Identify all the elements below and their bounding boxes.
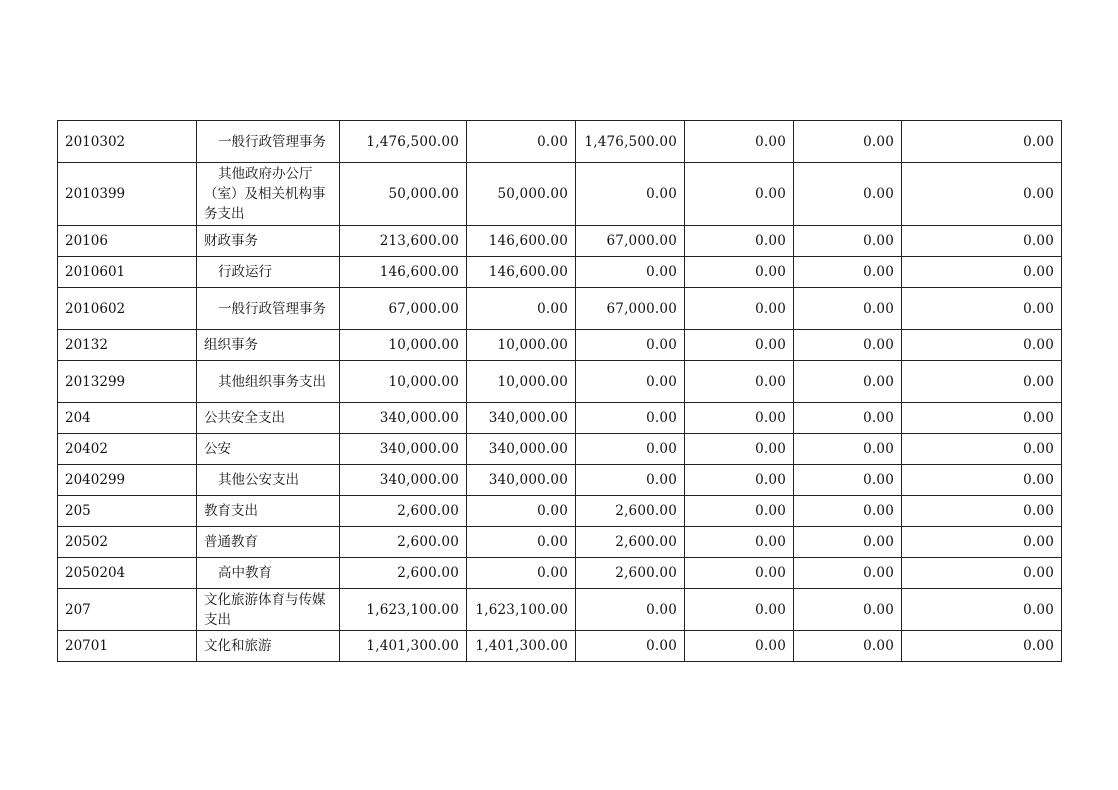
amount-cell-5: 0.00	[794, 434, 902, 465]
amount-cell-2: 1,623,100.00	[467, 589, 576, 631]
amount-cell-1: 2,600.00	[340, 558, 467, 589]
amount-cell-4: 0.00	[685, 257, 794, 288]
amount-cell-5: 0.00	[794, 496, 902, 527]
table-row	[58, 496, 1062, 527]
amount-cell-4: 0.00	[685, 527, 794, 558]
amount-cell-5: 0.00	[794, 403, 902, 434]
table-row	[58, 226, 1062, 257]
amount-cell-1: 2,600.00	[340, 527, 467, 558]
amount-cell-4: 0.00	[685, 226, 794, 257]
amount-cell-3: 67,000.00	[576, 288, 685, 330]
amount-cell-6: 0.00	[902, 631, 1062, 662]
amount-cell-5: 0.00	[794, 330, 902, 361]
amount-cell-3: 67,000.00	[576, 226, 685, 257]
table-row	[58, 121, 1062, 163]
amount-cell-4: 0.00	[685, 361, 794, 403]
amount-cell-5: 0.00	[794, 361, 902, 403]
amount-cell-2: 340,000.00	[467, 403, 576, 434]
subject-code-cell: 204	[58, 403, 197, 434]
subject-code-cell: 2010601	[58, 257, 197, 288]
subject-code-cell: 2013299	[58, 361, 197, 403]
budget-table	[57, 120, 1062, 662]
amount-cell-4: 0.00	[685, 403, 794, 434]
amount-cell-6: 0.00	[902, 434, 1062, 465]
subject-code-cell: 205	[58, 496, 197, 527]
table-row	[58, 330, 1062, 361]
amount-cell-5: 0.00	[794, 631, 902, 662]
subject-code-cell: 2050204	[58, 558, 197, 589]
amount-cell-3: 0.00	[576, 589, 685, 631]
amount-cell-1: 10,000.00	[340, 361, 467, 403]
table-row	[58, 589, 1062, 631]
amount-cell-3: 0.00	[576, 403, 685, 434]
amount-cell-2: 10,000.00	[467, 330, 576, 361]
subject-name: 其他公安支出	[218, 472, 299, 488]
amount-cell-2: 1,401,300.00	[467, 631, 576, 662]
subject-code-cell: 20701	[58, 631, 197, 662]
subject-name: 组织事务	[204, 337, 258, 353]
amount-cell-5: 0.00	[794, 465, 902, 496]
subject-name: 行政运行	[218, 264, 272, 280]
amount-cell-3: 2,600.00	[576, 558, 685, 589]
subject-name-cell	[197, 631, 340, 662]
amount-cell-4: 0.00	[685, 631, 794, 662]
subject-name-cell	[197, 121, 340, 163]
subject-name-cell	[197, 465, 340, 496]
table-row	[58, 434, 1062, 465]
amount-cell-2: 0.00	[467, 558, 576, 589]
amount-cell-1: 213,600.00	[340, 226, 467, 257]
amount-cell-5: 0.00	[794, 288, 902, 330]
amount-cell-6: 0.00	[902, 226, 1062, 257]
amount-cell-3: 2,600.00	[576, 527, 685, 558]
amount-cell-4: 0.00	[685, 465, 794, 496]
amount-cell-4: 0.00	[685, 558, 794, 589]
amount-cell-3: 2,600.00	[576, 496, 685, 527]
amount-cell-3: 0.00	[576, 434, 685, 465]
subject-name: 其他政府办公厅（室）及相关机构事务支出	[204, 166, 326, 222]
amount-cell-1: 1,476,500.00	[340, 121, 467, 163]
table-row	[58, 527, 1062, 558]
subject-code-cell: 207	[58, 589, 197, 631]
subject-name-cell	[197, 226, 340, 257]
subject-name-cell	[197, 527, 340, 558]
amount-cell-5: 0.00	[794, 257, 902, 288]
amount-cell-2: 146,600.00	[467, 257, 576, 288]
table-row	[58, 361, 1062, 403]
amount-cell-2: 0.00	[467, 121, 576, 163]
amount-cell-2: 340,000.00	[467, 465, 576, 496]
amount-cell-1: 340,000.00	[340, 403, 467, 434]
amount-cell-6: 0.00	[902, 163, 1062, 226]
amount-cell-1: 146,600.00	[340, 257, 467, 288]
subject-code-cell: 20106	[58, 226, 197, 257]
table-body	[58, 121, 1062, 662]
subject-name-cell	[197, 257, 340, 288]
amount-cell-5: 0.00	[794, 527, 902, 558]
amount-cell-5: 0.00	[794, 558, 902, 589]
amount-cell-5: 0.00	[794, 121, 902, 163]
amount-cell-1: 340,000.00	[340, 465, 467, 496]
amount-cell-6: 0.00	[902, 496, 1062, 527]
subject-name-cell	[197, 288, 340, 330]
amount-cell-4: 0.00	[685, 121, 794, 163]
amount-cell-4: 0.00	[685, 589, 794, 631]
amount-cell-3: 0.00	[576, 631, 685, 662]
amount-cell-6: 0.00	[902, 330, 1062, 361]
subject-name: 公共安全支出	[204, 410, 285, 426]
amount-cell-4: 0.00	[685, 163, 794, 226]
amount-cell-4: 0.00	[685, 434, 794, 465]
amount-cell-2: 0.00	[467, 496, 576, 527]
amount-cell-1: 340,000.00	[340, 434, 467, 465]
subject-name: 文化和旅游	[204, 638, 272, 654]
subject-name-cell	[197, 403, 340, 434]
table-row	[58, 631, 1062, 662]
subject-name: 其他组织事务支出	[218, 373, 326, 390]
amount-cell-6: 0.00	[902, 558, 1062, 589]
subject-name: 高中教育	[218, 565, 272, 581]
amount-cell-6: 0.00	[902, 121, 1062, 163]
amount-cell-1: 1,623,100.00	[340, 589, 467, 631]
subject-name: 普通教育	[204, 534, 258, 550]
amount-cell-6: 0.00	[902, 403, 1062, 434]
amount-cell-1: 50,000.00	[340, 163, 467, 226]
subject-name: 财政事务	[204, 233, 258, 249]
amount-cell-6: 0.00	[902, 527, 1062, 558]
amount-cell-6: 0.00	[902, 288, 1062, 330]
amount-cell-2: 0.00	[467, 288, 576, 330]
amount-cell-4: 0.00	[685, 496, 794, 527]
amount-cell-6: 0.00	[902, 589, 1062, 631]
amount-cell-1: 1,401,300.00	[340, 631, 467, 662]
table-row	[58, 288, 1062, 330]
subject-name-cell	[197, 163, 340, 226]
amount-cell-5: 0.00	[794, 163, 902, 226]
amount-cell-6: 0.00	[902, 465, 1062, 496]
subject-name: 公安	[204, 441, 231, 457]
amount-cell-3: 0.00	[576, 163, 685, 226]
subject-code-cell: 2010602	[58, 288, 197, 330]
amount-cell-2: 146,600.00	[467, 226, 576, 257]
amount-cell-2: 50,000.00	[467, 163, 576, 226]
amount-cell-1: 10,000.00	[340, 330, 467, 361]
subject-code-cell: 2040299	[58, 465, 197, 496]
table-row	[58, 163, 1062, 226]
amount-cell-3: 0.00	[576, 361, 685, 403]
subject-code-cell: 20132	[58, 330, 197, 361]
amount-cell-2: 10,000.00	[467, 361, 576, 403]
subject-name-cell	[197, 330, 340, 361]
table-row	[58, 403, 1062, 434]
amount-cell-2: 340,000.00	[467, 434, 576, 465]
subject-name: 文化旅游体育与传媒支出	[204, 591, 326, 628]
amount-cell-5: 0.00	[794, 226, 902, 257]
amount-cell-3: 0.00	[576, 257, 685, 288]
amount-cell-2: 0.00	[467, 527, 576, 558]
subject-code-cell: 20502	[58, 527, 197, 558]
subject-name: 教育支出	[204, 503, 258, 519]
amount-cell-3: 0.00	[576, 330, 685, 361]
amount-cell-3: 1,476,500.00	[576, 121, 685, 163]
subject-name: 一般行政管理事务	[218, 300, 326, 317]
subject-name-cell	[197, 558, 340, 589]
amount-cell-4: 0.00	[685, 330, 794, 361]
subject-name-cell	[197, 496, 340, 527]
subject-name: 一般行政管理事务	[218, 133, 326, 150]
amount-cell-3: 0.00	[576, 465, 685, 496]
table-row	[58, 558, 1062, 589]
subject-code-cell: 20402	[58, 434, 197, 465]
subject-code-cell: 2010399	[58, 163, 197, 226]
subject-code-cell: 2010302	[58, 121, 197, 163]
subject-name-cell	[197, 589, 340, 631]
amount-cell-6: 0.00	[902, 361, 1062, 403]
amount-cell-1: 67,000.00	[340, 288, 467, 330]
amount-cell-1: 2,600.00	[340, 496, 467, 527]
subject-name-cell	[197, 361, 340, 403]
amount-cell-6: 0.00	[902, 257, 1062, 288]
subject-name-cell	[197, 434, 340, 465]
table-row	[58, 465, 1062, 496]
table-row	[58, 257, 1062, 288]
amount-cell-4: 0.00	[685, 288, 794, 330]
amount-cell-5: 0.00	[794, 589, 902, 631]
